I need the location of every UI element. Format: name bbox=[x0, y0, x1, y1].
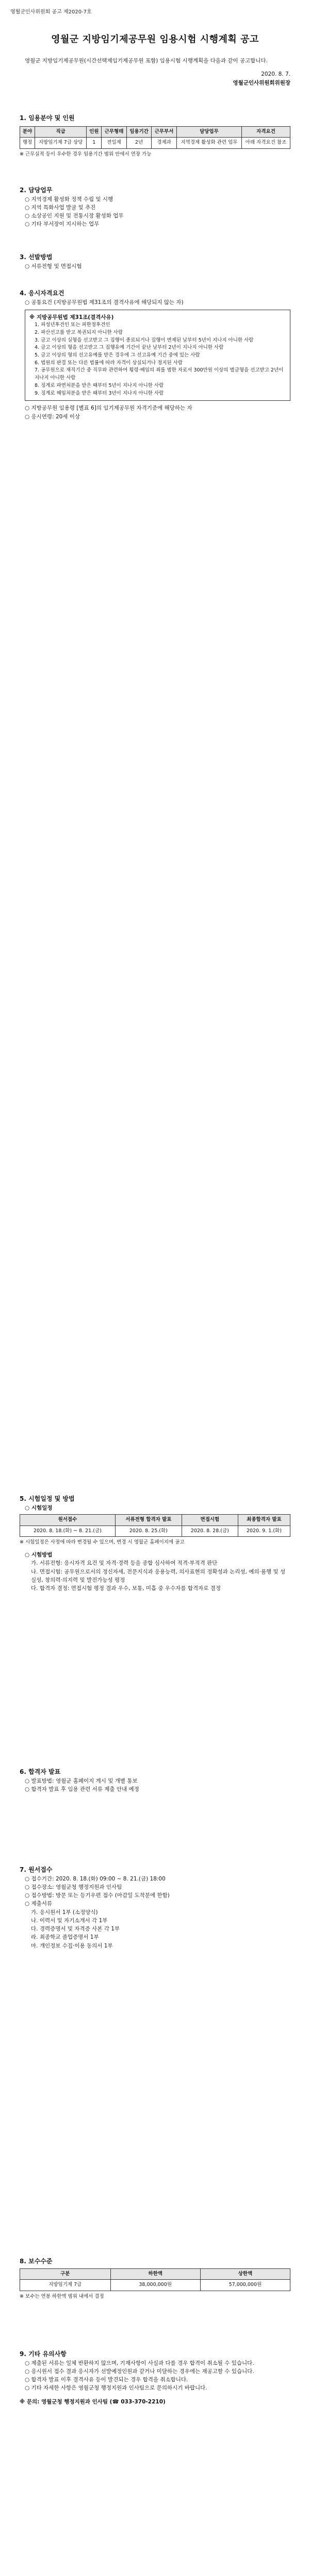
list-item: ○ 합격자 발표 후 임용 관련 서류 제출 안내 예정 bbox=[25, 1786, 139, 1792]
section-heading: 1. 임용분야 및 인원 bbox=[20, 114, 75, 122]
list-item: ○ 응시연령: 20세 이상 bbox=[25, 413, 80, 420]
box-title: ※ 지방공무원법 제31조(결격사유) bbox=[29, 314, 114, 320]
list-item: 나. 이력서 및 자기소개서 각 1부 bbox=[31, 1917, 108, 1924]
section-heading: 3. 선발방법 bbox=[20, 253, 53, 261]
table-cell: 2020. 9. 1.(화) bbox=[238, 1526, 290, 1537]
list-item: 마. 개인정보 수집·이용 동의서 1부 bbox=[31, 1942, 113, 1949]
box-item: 5. 금고 이상의 형의 선고유예를 받은 경우에 그 선고유예 기간 중에 있는 사람 bbox=[35, 352, 200, 358]
list-item: ○ 발표방법: 영월군 홈페이지 게시 및 개별 통보 bbox=[25, 1777, 138, 1784]
table-row bbox=[20, 2280, 290, 2291]
disqualification-box bbox=[25, 310, 290, 401]
box-item: 1. 피성년후견인 또는 피한정후견인 bbox=[35, 322, 110, 328]
table-cell: 2020. 8. 18.(화) ~ 8. 21.(금) bbox=[20, 1526, 116, 1537]
table-cell: 2020. 8. 25.(화) bbox=[115, 1526, 182, 1537]
table-header: 분야 bbox=[20, 126, 35, 138]
table-header: 인원 bbox=[87, 126, 102, 138]
table-cell: 2년 bbox=[126, 138, 152, 149]
subheading: ○ 시험일정 bbox=[25, 1504, 53, 1511]
section-duties bbox=[20, 185, 290, 229]
notice-number: 영월군인사위원회 공고 제2020-7호 bbox=[10, 9, 92, 15]
table-row bbox=[20, 1526, 290, 1537]
table-header: 임용기간 bbox=[126, 126, 152, 138]
table-header: 자격요건 bbox=[242, 126, 290, 138]
table-cell: 38,000,000원 bbox=[110, 2280, 200, 2291]
subheading: ○ 시험방법 bbox=[25, 1552, 53, 1558]
notice-date: 2020. 8. 7. bbox=[261, 71, 290, 78]
section-eligibility bbox=[20, 289, 290, 421]
list-item: ○ 공통요건 (지방공무원법 제31조의 결격사유에 해당되지 않는 자) bbox=[25, 299, 184, 306]
list-item: ○ 기타 부서장이 지시하는 업무 bbox=[25, 221, 100, 228]
intro-section bbox=[20, 57, 290, 87]
table-header: 담당업무 bbox=[176, 126, 241, 138]
list-item: ○ 기타 자세한 사항은 영월군청 행정지원과 인사팀으로 문의하시기 바랍니다. bbox=[25, 2385, 207, 2392]
box-item: 4. 금고 이상의 형을 선고받고 그 집행유예 기간이 끝난 날부터 2년이 지나지 아니한 사람 bbox=[35, 345, 224, 351]
list-item: ○ 제출된 서류는 일체 반환하지 않으며, 기재사항이 사실과 다를 경우 합격이 취소될 수 있습니다. bbox=[25, 2360, 254, 2366]
box-item: 6. 법원의 판결 또는 다른 법률에 따라 자격이 상실되거나 정지된 사람 bbox=[35, 360, 183, 366]
list-item: ○ 소상공인 지원 및 전통시장 활성화 업무 bbox=[25, 213, 124, 219]
table-header: 원서접수 bbox=[20, 1514, 116, 1526]
table-cell: 아래 자격요건 참조 bbox=[242, 138, 290, 149]
section-heading: 6. 합격자 발표 bbox=[20, 1768, 61, 1775]
intro-text: 영월군 지방임기제공무원(시간선택제임기제공무원 포함) 임용시험 시행계획을 다음과 같이 공고합니다. bbox=[25, 58, 268, 64]
section-heading: 4. 응시자격요건 bbox=[20, 290, 64, 297]
table-header: 근무부서 bbox=[152, 126, 177, 138]
section-selection bbox=[20, 252, 290, 270]
section-heading: 5. 시험일정 및 방법 bbox=[20, 1495, 75, 1502]
box-item: 7. 공무원으로 재직기간 중 직무와 관련하여 횡령·배임의 죄를 범한 자로서 300만원 이상의 벌금형을 선고받고 2년이 지나지 아니한 사람 bbox=[35, 367, 284, 381]
box-item: 3. 금고 이상의 실형을 선고받고 그 집행이 종료되거나 집행이 면제된 날부터 5년이 지나지 아니한 사람 bbox=[35, 337, 254, 343]
list-item: 라. 최종학교 졸업증명서 1부 bbox=[31, 1934, 99, 1941]
table-note: ※ 시험일정은 사정에 따라 변경될 수 있으며, 변경 시 영월군 홈페이지에 공고 bbox=[20, 1539, 185, 1546]
list-item: ○ 합격자 발표 이후 결격사유 등이 발견되는 경우 합격을 취소합니다. bbox=[25, 2377, 188, 2383]
list-item: ○ 지역 특화사업 발굴 및 추진 bbox=[25, 204, 96, 211]
table-header: 서류전형 합격자 발표 bbox=[115, 1514, 182, 1526]
table-cell: 지방임기제 7급 상당 bbox=[35, 138, 87, 149]
page-title: 영월군 지방임기제공무원 임용시험 시행계획 공고 bbox=[51, 34, 259, 45]
table-cell: 지방임기제 7급 bbox=[20, 2280, 111, 2291]
list-item: ○ 접수장소: 영월군청 행정지원과 인사팀 bbox=[25, 1884, 122, 1890]
table-header-row bbox=[20, 126, 290, 138]
table-header: 상한액 bbox=[200, 2268, 290, 2280]
table-header: 근무형태 bbox=[102, 126, 127, 138]
section-salary bbox=[20, 2257, 290, 2301]
contact-line: ※ 문의: 영월군청 행정지원과 인사팀 (☎ 033-370-2210) bbox=[20, 2398, 166, 2405]
list-item: 가. 서류전형: 응시자격 요건 및 자격·경력 등을 종합 심사하여 적격·부적격 판단 bbox=[31, 1560, 218, 1567]
list-item: ○ 지역경제 활성화 정책 수립 및 시행 bbox=[25, 196, 113, 202]
table-cell: 지역경제 활성화 관련 업무 bbox=[176, 138, 241, 149]
section-application bbox=[20, 1865, 290, 1950]
table-header-row bbox=[20, 1514, 290, 1526]
list-item: 나. 면접시험: 공무원으로서의 정신자세, 전문지식과 응용능력, 의사표현의 정확성과 논리성, 예의·품행 및 성실성, 창의력·의지력 및 발전가능성 평정 bbox=[31, 1568, 286, 1583]
section-positions bbox=[20, 113, 290, 159]
section-notes bbox=[20, 2349, 290, 2406]
list-item: 가. 응시원서 1부 (소정양식) bbox=[31, 1909, 98, 1916]
table-cell: 경제과 bbox=[152, 138, 177, 149]
box-item: 8. 징계로 파면처분을 받은 때부터 5년이 지나지 아니한 사람 bbox=[35, 382, 164, 388]
schedule-table bbox=[20, 1514, 290, 1537]
table-header: 최종합격자 발표 bbox=[238, 1514, 290, 1526]
table-note: ※ 근무실적 등이 우수한 경우 임용기간 범위 안에서 연장 가능 bbox=[20, 151, 152, 158]
table-header: 직급 bbox=[35, 126, 87, 138]
list-item: 다. 합격자 결정: 면접시험 평정 결과 우수, 보통, 미흡 중 우수자를 합격자로 결정 bbox=[31, 1585, 221, 1592]
table-header: 면접시험 bbox=[182, 1514, 238, 1526]
list-item: ○ 지방공무원 임용령 [별표 6]의 임기제공무원 자격기준에 해당하는 자 bbox=[25, 405, 192, 412]
section-heading: 7. 원서접수 bbox=[20, 1866, 53, 1873]
section-heading: 2. 담당업무 bbox=[20, 187, 53, 194]
box-item: 9. 징계로 해임처분을 받은 때부터 3년이 지나지 아니한 사람 bbox=[35, 390, 164, 396]
section-schedule bbox=[20, 1494, 290, 1592]
box-item: 2. 파산선고를 받고 복권되지 아니한 사람 bbox=[35, 329, 123, 335]
list-item: ○ 접수방법: 방문 또는 등기우편 접수 (마감일 도착분에 한함) bbox=[25, 1892, 170, 1899]
table-note: ※ 보수는 연봉 하한액 범위 내에서 결정 bbox=[20, 2294, 104, 2300]
section-announcement bbox=[20, 1767, 290, 1793]
list-item: ○ 응시원서 접수 결과 응시자가 선발예정인원과 같거나 미달하는 경우에는 재공고할 수 있습니다. bbox=[25, 2368, 254, 2375]
section-heading: 8. 보수수준 bbox=[20, 2258, 53, 2265]
table-cell: 2020. 8. 28.(금) bbox=[182, 1526, 238, 1537]
table-row bbox=[20, 138, 290, 149]
table-cell: 1 bbox=[87, 138, 102, 149]
salary-table bbox=[20, 2268, 290, 2291]
section-heading: 9. 기타 유의사항 bbox=[20, 2350, 67, 2358]
table-cell: 전일제 bbox=[102, 138, 127, 149]
table-cell: 57,000,000원 bbox=[200, 2280, 290, 2291]
list-item: 다. 경력증명서 및 자격증 사본 각 1부 bbox=[31, 1926, 120, 1933]
issuer: 영월군인사위원회위원장 bbox=[233, 79, 290, 86]
table-cell: 행정 bbox=[20, 138, 35, 149]
list-item: ○ 접수기간: 2020. 8. 18.(화) 09:00 ~ 8. 21.(금) 18:00 bbox=[25, 1875, 166, 1882]
table-header-row bbox=[20, 2268, 290, 2280]
table-header: 하한액 bbox=[110, 2268, 200, 2280]
table-header: 구분 bbox=[20, 2268, 111, 2280]
list-item: ○ 서류전형 및 면접시험 bbox=[25, 263, 82, 269]
list-item: ○ 제출서류 bbox=[25, 1901, 53, 1907]
positions-table bbox=[20, 126, 290, 149]
